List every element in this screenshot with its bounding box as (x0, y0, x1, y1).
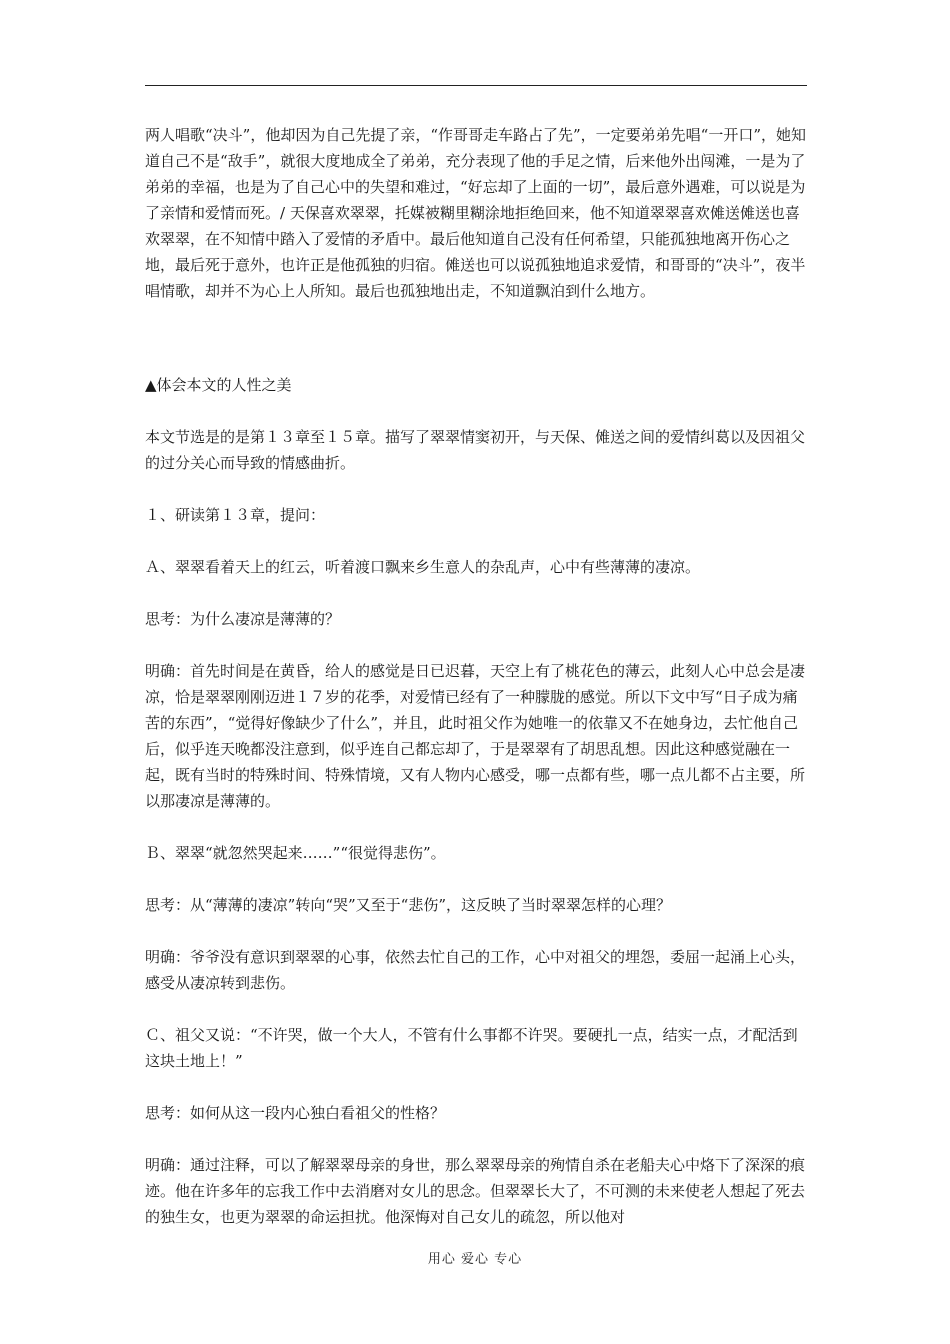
header-rule (145, 85, 807, 86)
page-footer: 用心 爱心 专心 (427, 1252, 523, 1267)
paragraph-question-1: １、研读第１３章，提问： (145, 506, 326, 524)
paragraph-answer-b: 明确：爷爷没有意识到翠翠的心事，依然去忙自己的工作，心中对祖父的埋怨，委屈一起涌上心头，感受从凄凉转到悲伤。 (145, 948, 806, 992)
paragraph-answer-c: 明确：通过注释，可以了解翠翠母亲的身世，那么翠翠母亲的殉情自杀在老船夫心中烙下了深深的痕迹。他在许多年的忘我工作中去消磨对女儿的思念。但翠翠长大了，不可测的未来使老人想起了死去的独生女，也更为翠翠的命运担扰。他深悔对自己女儿的疏忽，所以他对 (145, 1156, 806, 1226)
paragraph-intro: 本文节选是的是第１３章至１５章。描写了翠翠情窦初开，与天保、傩送之间的爱情纠葛以及因祖父的过分关心而导致的情感曲折。 (145, 428, 806, 472)
paragraph-think-b: 思考：从“薄薄的凄凉”转向“哭”又至于“悲伤”，这反映了当时翠翠怎样的心理？ (145, 896, 672, 914)
paragraph-think-a: 思考：为什么凄凉是薄薄的？ (145, 610, 341, 628)
paragraph-item-a: Ａ、翠翠看着天上的红云，听着渡口飘来乡生意人的杂乱声，心中有些薄薄的凄凉。 (145, 558, 701, 576)
paragraph-item-c: Ｃ、祖父又说：“不许哭，做一个大人，不管有什么事都不许哭。要硬扎一点，结实一点，才配活到这块土地上！” (145, 1026, 798, 1070)
document-body (145, 122, 807, 1230)
paragraph-think-c: 思考：如何从这一段内心独白看祖父的性格？ (145, 1104, 446, 1122)
paragraph-item-b: Ｂ、翠翠“就忽然哭起来……”“很觉得悲伤”。 (145, 844, 446, 862)
section-heading: ▲体会本文的人性之美 (145, 376, 292, 394)
paragraph-answer-a: 明确：首先时间是在黄昏，给人的感觉是日已迟暮，天空上有了桃花色的薄云，此刻人心中总会是凄凉，恰是翠翠刚刚迈进１７岁的花季，对爱情已经有了一种朦胧的感觉。所以下文中写“日子成为痛苦的东西”，“觉得好像缺少了什么”，并且，此时祖父作为她唯一的依靠又不在她身边，去忙他自己后，似乎连天晚都没注意到，似乎连自己都忘却了，于是翠翠有了胡思乱想。因此这种感觉融在一起，既有当时的特殊时间、特殊情境，又有人物内心感受，哪一点都有些，哪一点儿都不占主要，所以那凄凉是薄薄的。 (145, 662, 806, 810)
paragraph-brothers: 两人唱歌“决斗”，他却因为自己先提了亲，“作哥哥走车路占了先”，一定要弟弟先唱“一开口”，她知道自己不是“敌手”，就很大度地成全了弟弟，充分表现了他的手足之情，后来他外出闯滩，一是为了弟弟的幸福，也是为了自己心中的失望和难过，“好忘却了上面的一切”，最后意外遇难，可以说是为了亲情和爱情而死。/ 天保喜欢翠翠，托媒被糊里糊涂地拒绝回来，他不知道翠翠喜欢傩送傩送也喜欢翠翠，在不知情中踏入了爱情的矛盾中。最后他知道自己没有任何希望，只能孤独地离开伤心之地，最后死于意外，也许正是他孤独的归宿。傩送也可以说孤独地追求爱情，和哥哥的“决斗”，夜半唱情歌，却并不为心上人所知。最后也孤独地出走，不知道飘泊到什么地方。 (145, 126, 807, 300)
